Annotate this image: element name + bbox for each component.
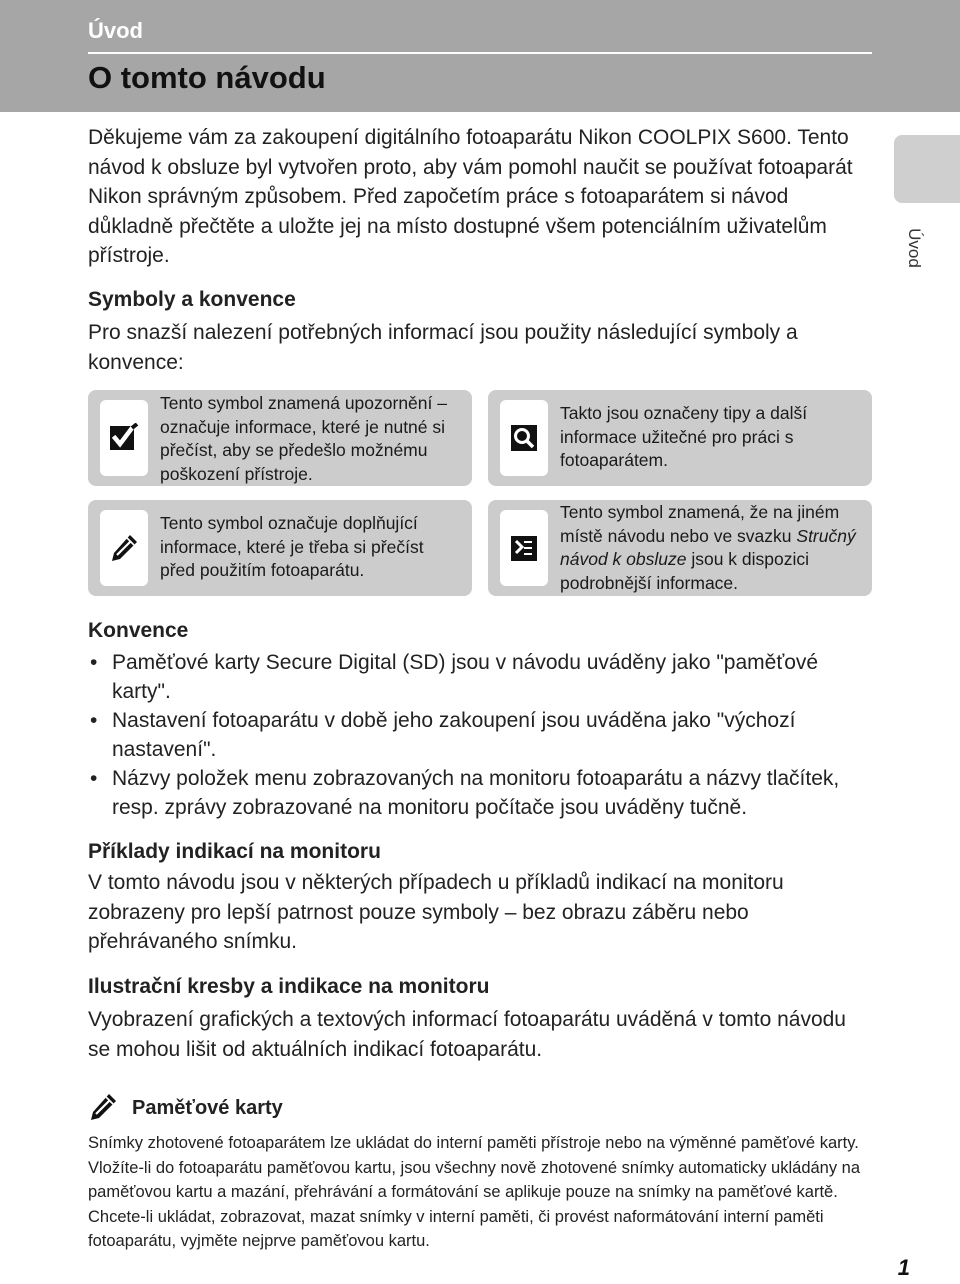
- side-tab: [894, 135, 960, 203]
- page-header: [0, 0, 960, 112]
- list-item: • Nastavení fotoaparátu v době jeho zakoupení jsou uváděna jako "výchozí nastavení".: [88, 706, 872, 764]
- priklady-heading: Příklady indikací na monitoru: [88, 840, 381, 863]
- icon-frame: [500, 510, 548, 586]
- intro-paragraph: Děkujeme vám za zakoupení digitálního fotoaparátu Nikon COOLPIX S600. Tento návod k obsluze byl vytvořen proto, aby vám pomohl naučit se používat fotoaparát Nikon správným způsobem. Před započetím práce s fotoaparátem si návod důkladně přečtěte a uložte jej na místo dostupné všem potenciálním uživatelům přístroje.: [88, 126, 853, 267]
- reference-text-before: Tento symbol znamená, že na jiném místě návodu nebo ve svazku: [560, 502, 840, 546]
- tip-symbol-text: Takto jsou označeny tipy a další informace užitečné pro práci s fotoaparátem.: [560, 403, 808, 470]
- caution-symbol-box: [88, 390, 472, 486]
- pencil-note-icon: [109, 533, 139, 563]
- side-tab-label: Úvod: [905, 228, 924, 268]
- icon-frame: [100, 400, 148, 476]
- reference-text-after: jsou k dispozici podrobnější informace.: [560, 549, 810, 593]
- konvence-list: [88, 648, 872, 822]
- note-symbol-text: Tento symbol označuje doplňující informace, které je třeba si přečíst před použitím fotoaparátu.: [160, 513, 424, 580]
- note-text: Snímky zhotovené fotoaparátem lze ukládat do interní paměti přístroje nebo na výměnné paměťové karty. Vložíte-li do fotoaparátu paměťovou kartu, jsou všechny nově zhotovené snímky automaticky ukládány na paměťovou kartu a mazání, přehrávání a formátování se aplikuje pouze na snímky na paměťové kartě. Chcete-li ukládat, zobrazovat, mazat snímky v interní paměti, či provést naformátování interní paměti fotoaparátu, vyjměte nejprve paměťovou kartu.: [88, 1134, 861, 1250]
- reference-symbol-text: [560, 501, 860, 595]
- note-symbol-box: [88, 500, 472, 596]
- list-item: • Názvy položek menu zobrazovaných na monitoru fotoaparátu a názvy tlačítek, resp. zprávy zobrazované na monitoru počítače jsou uváděny tučně.: [88, 764, 872, 822]
- note-title: Paměťové karty: [132, 1097, 283, 1119]
- pencil-note-icon: [88, 1092, 118, 1122]
- konvence-heading: Konvence: [88, 619, 189, 642]
- page-number: 1: [897, 1255, 910, 1280]
- header-divider: [88, 52, 872, 54]
- caution-symbol-text: Tento symbol znamená upozornění – označuje informace, které je nutné si přečíst, aby se předešlo možnému poškození přístroje.: [160, 393, 447, 484]
- list-item: • Paměťové karty Secure Digital (SD) jsou v návodu uváděny jako "paměťové karty".: [88, 648, 872, 706]
- symbols-text: Pro snazší nalezení potřebných informací jsou použity následující symboly a konvence:: [88, 321, 798, 374]
- ilustrace-heading: Ilustrační kresby a indikace na monitoru: [88, 975, 490, 998]
- tip-symbol-box: [488, 390, 872, 486]
- ilustrace-text: Vyobrazení grafických a textových informací fotoaparátu uváděná v tomto návodu se mohou lišit od aktuálních indikací fotoaparátu.: [88, 1008, 846, 1061]
- magnifier-tip-icon: [509, 423, 539, 453]
- reference-text-italic: Stručný návod k obsluze: [560, 525, 856, 569]
- icon-frame: [500, 400, 548, 476]
- page-reference-icon: [509, 533, 539, 563]
- checkmark-caution-icon: [109, 423, 139, 453]
- symbols-heading: Symboly a konvence: [88, 288, 296, 311]
- reference-symbol-box: [488, 500, 872, 596]
- icon-frame: [100, 510, 148, 586]
- section-name: Úvod: [88, 18, 143, 43]
- page-title: O tomto návodu: [88, 60, 326, 95]
- priklady-text: V tomto návodu jsou v některých případech u příkladů indikací na monitoru zobrazeny pro lepší patrnost pouze symboly – bez obrazu záběru nebo přehrávaného snímku.: [88, 871, 784, 953]
